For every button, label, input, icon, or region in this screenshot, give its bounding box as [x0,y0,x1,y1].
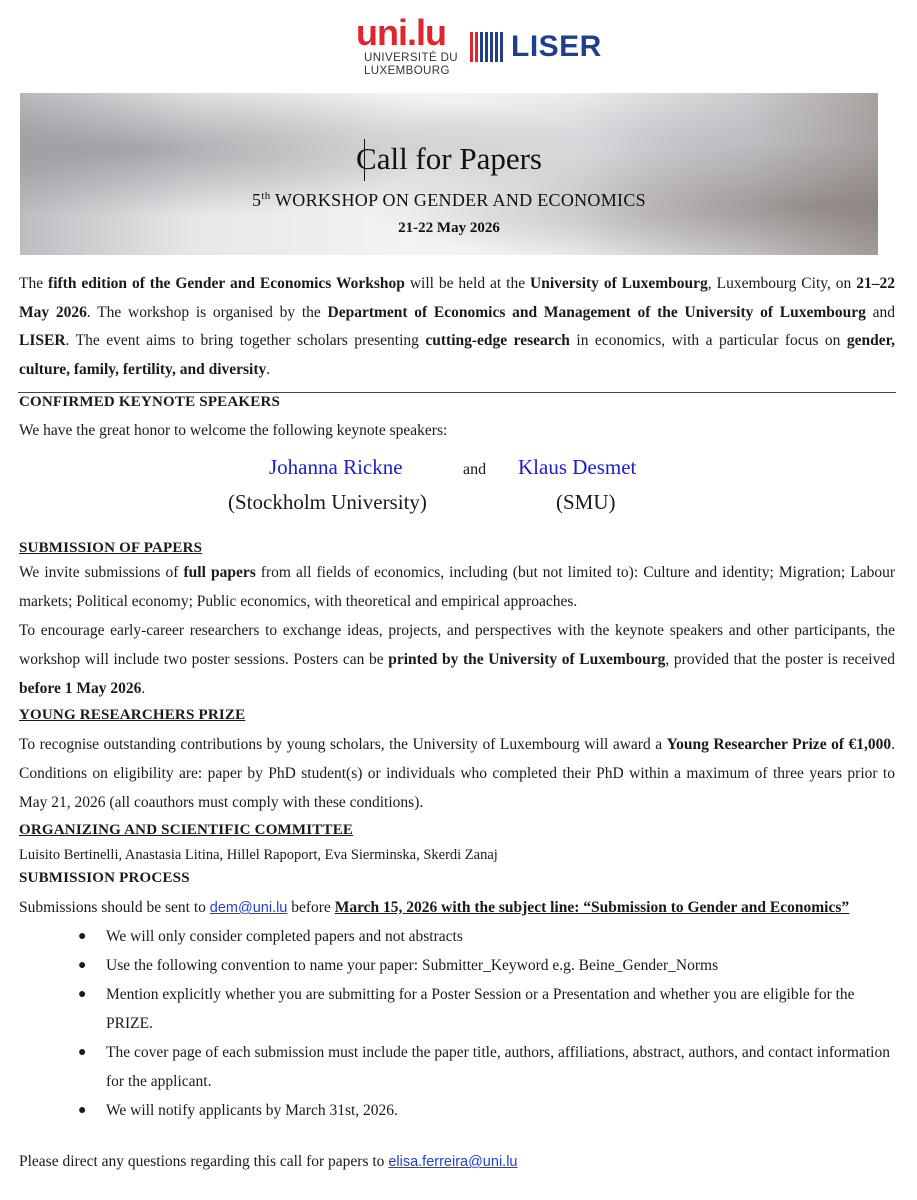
bullet-icon: ● [78,958,87,973]
list-item: ● We will only consider completed papers and not abstracts [78,922,896,951]
liser-bars-icon [470,32,503,62]
liser-logo-word: LISER [511,30,602,63]
bullet-icon: ● [78,1103,87,1118]
speaker2-affiliation: (SMU) [556,490,616,514]
page-title: Call for Papers [356,141,542,176]
list-item: ● Mention explicitly whether you are submitting for a Poster Session or a Presentation and whether you are eligible for the PRIZE. [78,980,896,1038]
speaker2-name: Klaus Desmet [518,455,637,479]
contact-line: Please direct any questions regarding this call for papers to elisa.ferreira@uni.lu [19,1153,518,1170]
committee-members: Luisito Bertinelli, Anastasia Litina, Hillel Rapoport, Eva Sierminska, Skerdi Zanaj [19,847,498,863]
speaker1-name: Johanna Rickne [269,455,403,479]
bullet-icon: ● [78,1045,87,1060]
list-item: ● We will notify applicants by March 31st, 2026. [78,1096,896,1125]
submission-papers-text: We invite submissions of full papers from all fields of economics, including (but not limited to): Culture and identity; Migration; Labour markets; Political economy; Public economics, with theoretical and empirical approaches. [19,564,895,610]
prize-text: To recognise outstanding contributions by young scholars, the University of Luxembourg will award a Young Researcher Prize of €1,000. Conditions on eligibility are: paper by PhD student(s) or individuals who completed their PhD within a maximum of three years prior to May 21, 2026 (all coauthors must comply with these conditions). [19,736,895,811]
process-intro: Submissions should be sent to dem@uni.lu before March 15, 2026 with the subject line: “Submission to Gender and Economics” [19,899,850,916]
prize-heading: YOUNG RESEARCHERS PRIZE [19,707,246,723]
list-item: ● Use the following convention to name your paper: Submitter_Keyword e.g. Beine_Gender_Norms [78,951,896,980]
list-item: ● The cover page of each submission must include the paper title, authors, affiliations, abstract, authors, and contact information for the applicant. [78,1038,896,1096]
keynote-intro: We have the great honor to welcome the following keynote speakers: [19,422,448,439]
submission-deadline: March 15, 2026 with the subject line: “Submission to Gender and Economics” [334,899,850,916]
unilu-logo-line2: LUXEMBOURG [364,65,450,77]
committee-heading: ORGANIZING AND SCIENTIFIC COMMITTEE [19,822,354,838]
unilu-logo-word: uni.lu [356,12,446,53]
contact-email-link[interactable]: elisa.ferreira@uni.lu [388,1154,518,1170]
keynote-heading: CONFIRMED KEYNOTE SPEAKERS [19,394,281,410]
header-banner [20,93,878,255]
workshop-dates: 21-22 May 2026 [398,220,500,236]
section-divider [18,392,896,393]
keynote-speakers [0,453,917,523]
intro-paragraph: The fifth edition of the Gender and Economics Workshop will be held at the University of Luxembourg, Luxembourg City, on 21–22 May 2026. The workshop is organised by the Department of Economics and Management of the University of Luxembourg and LISER. The event aims to bring together scholars presenting cutting-edge research in economics, with a particular focus on gender, culture, family, fertility, and diversity. [19,275,896,378]
unilu-logo [356,14,458,78]
submission-papers-heading: SUBMISSION OF PAPERS [19,540,203,556]
logo-bar [0,14,917,86]
liser-logo [470,30,602,64]
speaker1-affiliation: (Stockholm University) [228,490,427,514]
bullet-icon: ● [78,987,87,1002]
bullet-icon: ● [78,929,87,944]
workshop-subtitle: 5th WORKSHOP ON GENDER AND ECONOMICS [252,190,646,210]
process-heading: SUBMISSION PROCESS [19,870,190,886]
speakers-and: and [463,461,487,478]
poster-sessions-text: To encourage early-career researchers to exchange ideas, projects, and perspectives with the keynote speakers and other participants, the workshop will include two poster sessions. Posters can be printed by the University of Luxembourg, provided that the poster is received before 1 May 2026. [19,622,895,697]
submission-rules-list [78,922,896,1125]
submission-email-link[interactable]: dem@uni.lu [209,900,288,916]
unilu-logo-line1: UNIVERSITÉ DU [364,52,459,64]
